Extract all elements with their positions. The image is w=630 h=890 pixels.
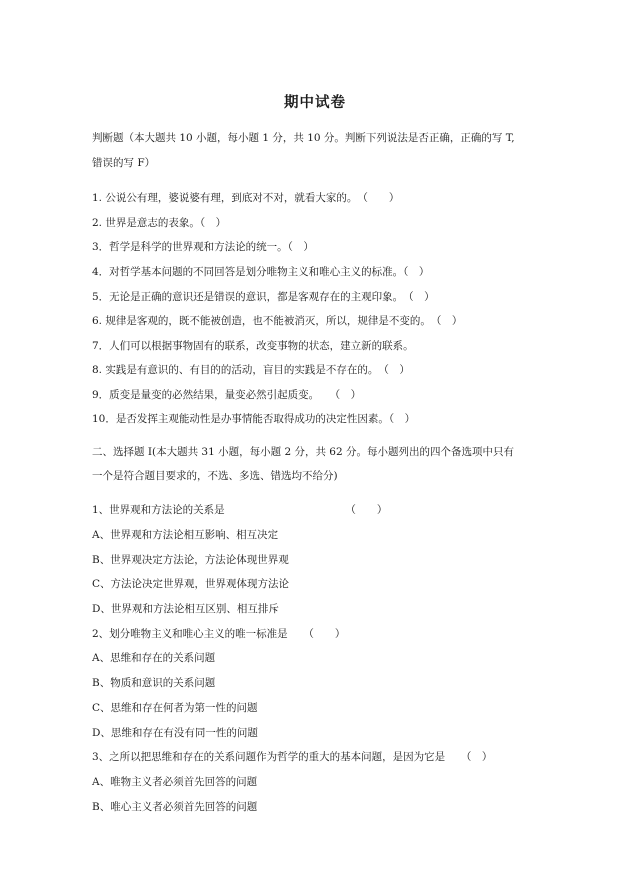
mc-q3-option-a: A、唯物主义者必须首先回答的问题 (92, 776, 258, 788)
tf-question-8: 8. 实践是有意识的、有目的的活动，盲目的实践是不存在的。 （ ） (92, 364, 410, 376)
mc-question-3: 3、之所以把思维和存在的关系问题作为哲学的重大的基本问题，是因为它是 （ ） (92, 751, 493, 763)
tf-question-2: 2. 世界是意志的表象。（ ） (92, 217, 227, 229)
tf-question-10: 10．是否发挥主观能动性是办事情能否取得成功的决定性因素。（ ） (92, 413, 416, 425)
mc-question-1: 1、世界观和方法论的关系是 （ ） (92, 504, 388, 516)
tf-question-4: 4．对哲学基本问题的不同回答是划分唯物主义和唯心主义的标准。（ ） (92, 266, 430, 278)
tf-question-3: 3．哲学是科学的世界观和方法论的统一。（ ） (92, 241, 314, 253)
mc-q2-option-d: D、思维和存在有没有同一性的问题 (92, 727, 258, 739)
tf-question-7: 7．人们可以根据事物固有的联系，改变事物的状态，建立新的联系。 (92, 340, 414, 352)
mc-q3-option-b: B、唯心主义者必须首先回答的问题 (92, 801, 258, 813)
mc-q2-option-c: C、思维和存在何者为第一性的问题 (92, 702, 258, 714)
mc-q1-option-c: C、方法论决定世界观，世界观体现方法论 (92, 578, 290, 590)
mc-q1-option-d: D、世界观和方法论相互区别、相互排斥 (92, 603, 279, 615)
section2-heading-line2: 一个是符合题目要求的，不选、多选、错选均不给分) (92, 470, 338, 482)
section2-heading-line1: 二、选择题 I(本大题共 31 小题，每小题 2 分，共 62 分。每小题列出的四个备选项中只有 (92, 446, 515, 458)
mc-q2-option-b: B、物质和意识的关系问题 (92, 677, 216, 689)
mc-q1-option-b: B、世界观决定方法论，方法论体现世界观 (92, 554, 289, 566)
mc-q2-option-a: A、思维和存在的关系问题 (92, 652, 216, 664)
tf-question-5: 5．无论是正确的意识还是错误的意识，都是客观存在的主观印象。 （ ） (92, 291, 435, 303)
tf-question-9: 9．质变是量变的必然结果，量变必然引起质变。 （ ） (92, 389, 362, 401)
mc-q1-option-a: A、世界观和方法论相互影响、相互决定 (92, 529, 279, 541)
tf-question-1: 1. 公说公有理，婆说婆有理，到底对不对，就看大家的。 （ ） (92, 192, 400, 204)
mc-question-2: 2、划分唯物主义和唯心主义的唯一标准是 （ ） (92, 628, 346, 640)
section1-heading-line2: 错误的写 F） (92, 157, 156, 169)
exam-title: 期中试卷 (284, 94, 346, 111)
section1-heading-line1: 判断题（本大题共 10 小题，每小题 1 分，共 10 分。判断下列说法是否正确，正确的写 T, (92, 132, 515, 144)
tf-question-6: 6. 规律是客观的，既不能被创造，也不能被消灭，所以，规律是不变的。 （ ） (92, 315, 463, 327)
